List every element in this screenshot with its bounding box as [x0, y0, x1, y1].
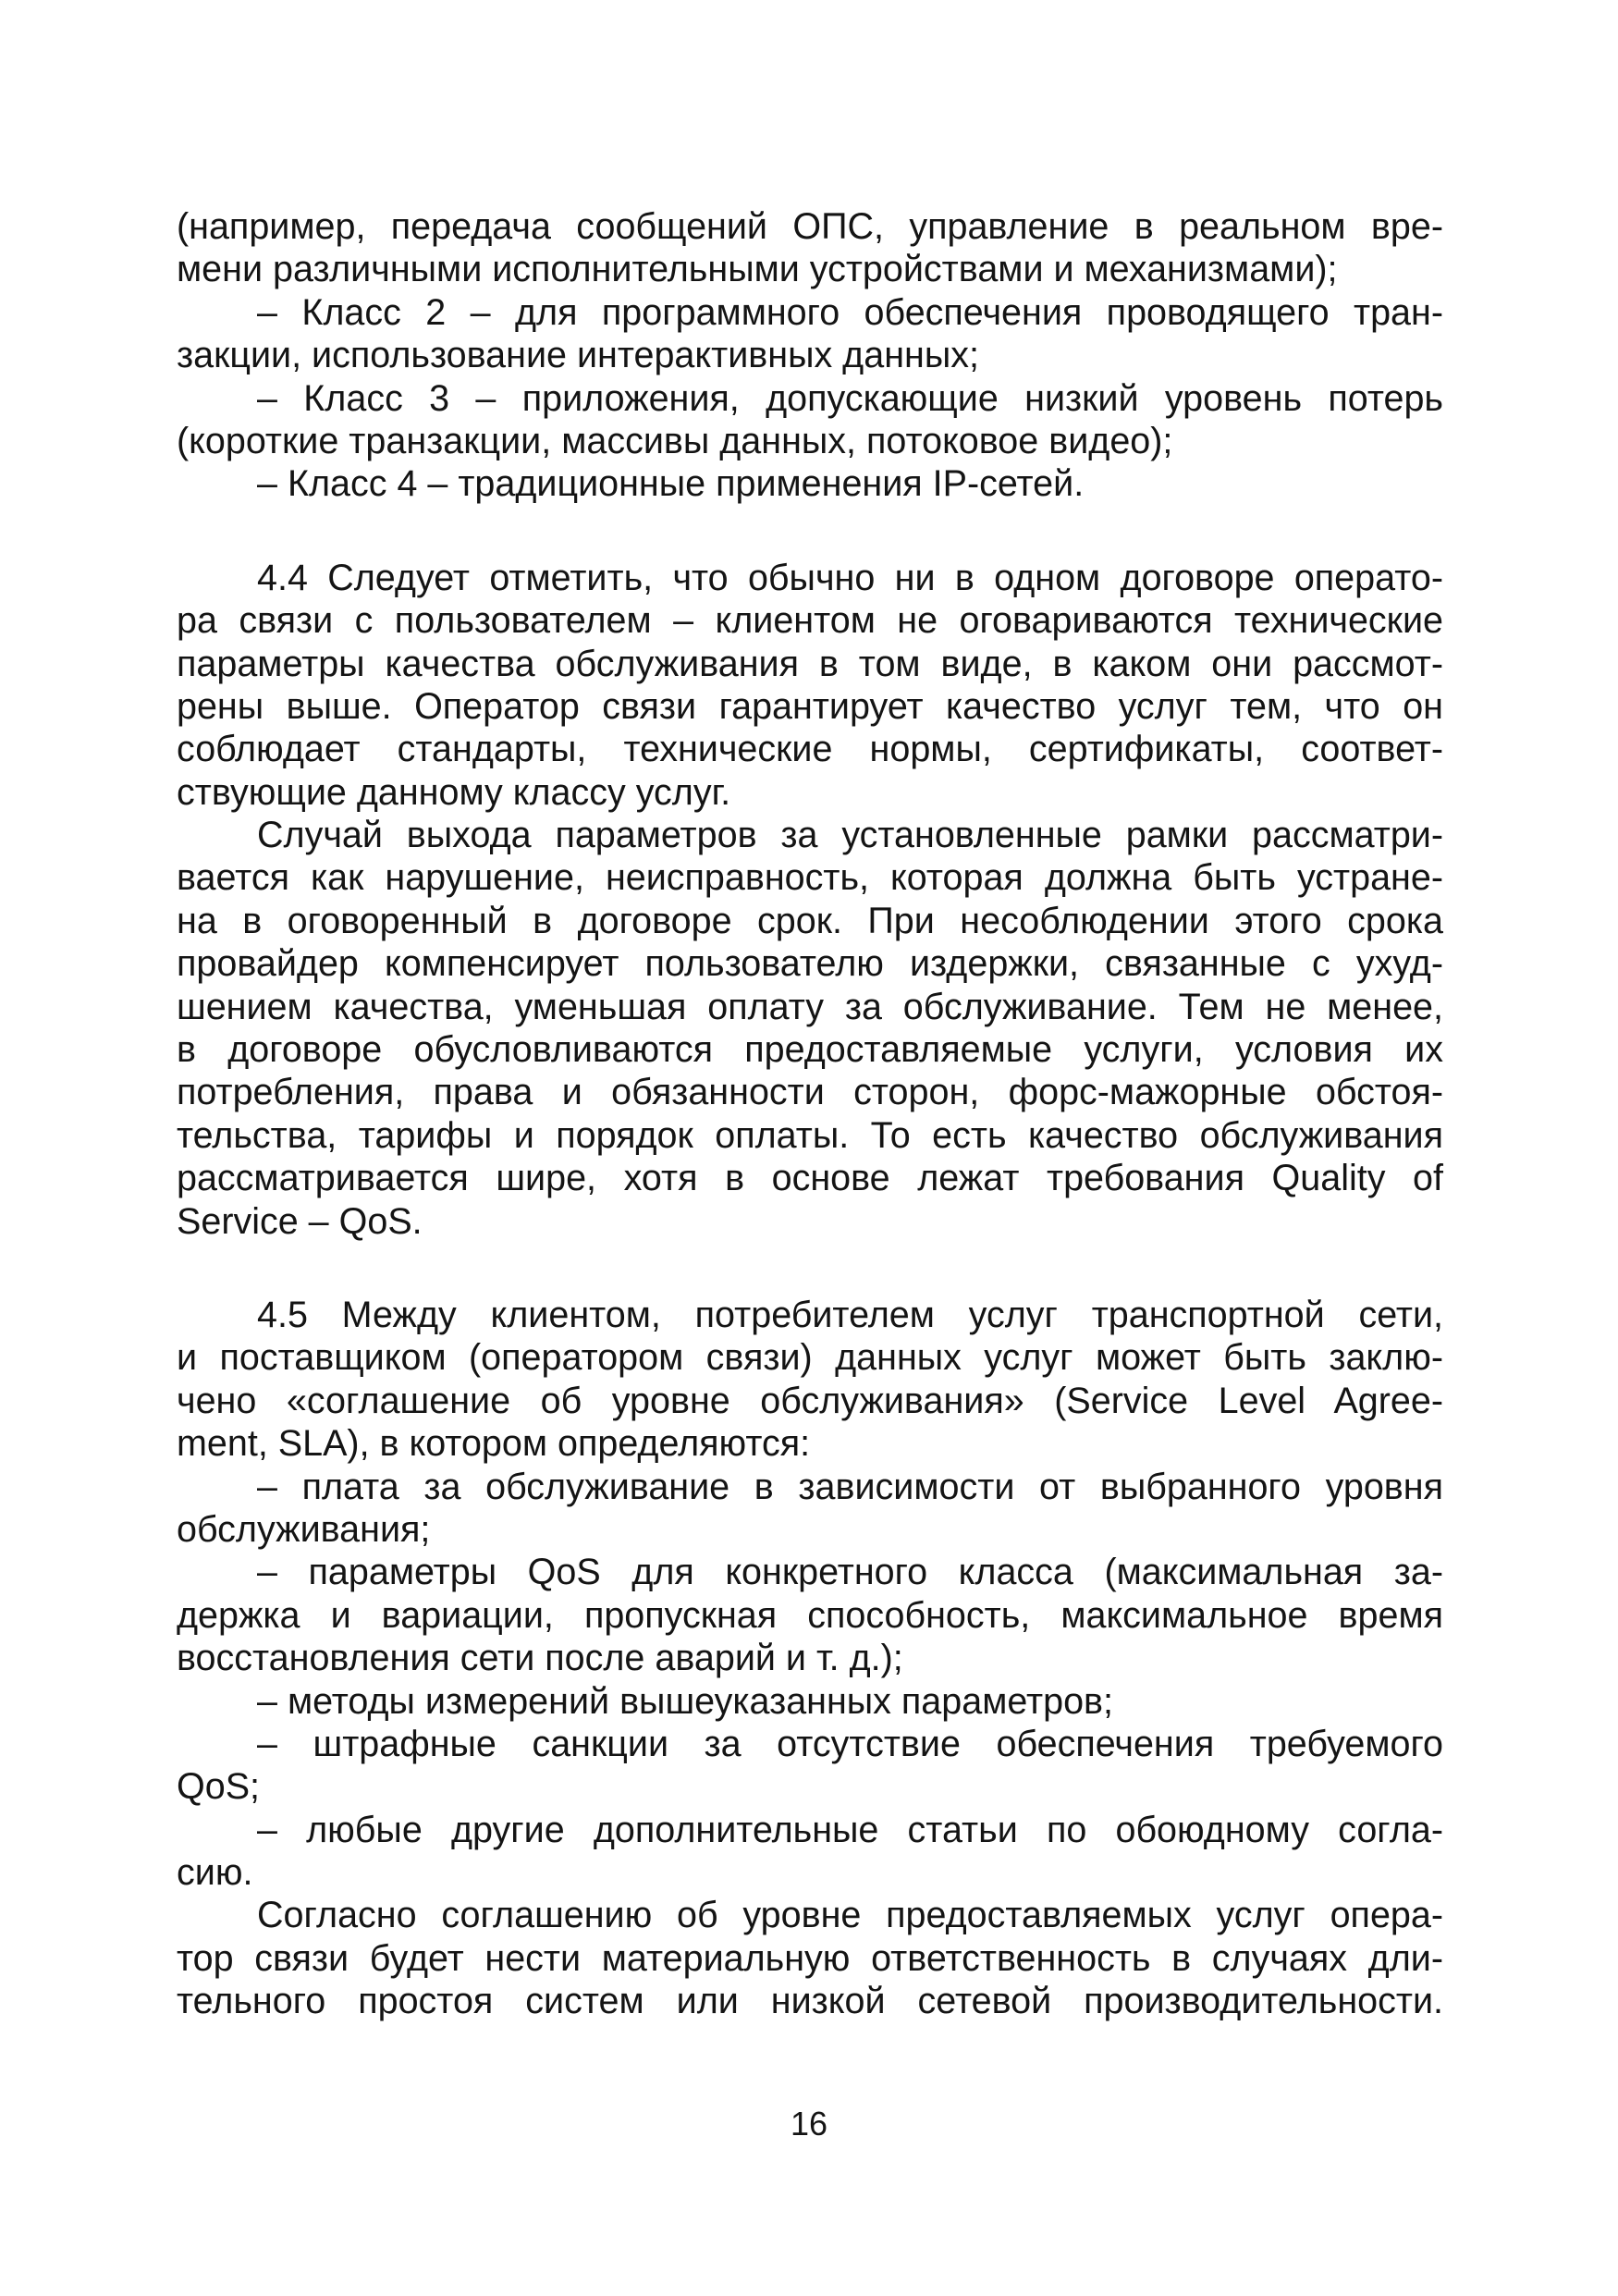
sla-list-item: – любые другие дополнительные статьи по обоюдному согла-	[257, 1809, 1443, 1850]
text-line: тор связи будет нести материальную ответственность в случаях дли-	[177, 1937, 1443, 1979]
list-item-class-2: – Класс 2 – для программного обеспечения проводящего тран-	[257, 291, 1443, 333]
paragraph-first-line: Случай выхода параметров за установленные рамки рассматри-	[257, 815, 1443, 856]
text-line: (например, передача сообщений ОПС, управление в реальном вре-	[177, 206, 1443, 247]
section-spacer	[177, 506, 1443, 557]
text-line: чено «соглашение об уровне обслуживания» (Service Level Agree-	[177, 1380, 1443, 1421]
text-line: сию.	[177, 1852, 253, 1894]
text-line: ствующие данному классу услуг.	[177, 771, 731, 813]
paragraph-first-line: Согласно соглашению об уровне предоставляемых услуг опера-	[257, 1895, 1443, 1936]
text-line: на в оговоренный в договоре срок. При несоблюдении этого срока	[177, 900, 1443, 941]
text-line: восстановления сети после аварий и т. д.);	[177, 1638, 903, 1679]
text-line: Service – QoS.	[177, 1200, 423, 1242]
list-item-class-4: – Класс 4 – традиционные применения IP-сетей.	[257, 463, 1085, 505]
page-number: 16	[790, 2105, 828, 2143]
text-line: шением качества, уменьшая оплату за обслуживание. Тем не менее,	[177, 986, 1443, 1027]
section-4-5-first-line: 4.5 Между клиентом, потребителем услуг транспортной сети,	[257, 1294, 1443, 1335]
text-line: потребления, права и обязанности сторон, форс-мажорные обстоя-	[177, 1072, 1443, 1113]
section-4-4	[177, 557, 1443, 1243]
document-page-body	[177, 205, 1443, 2023]
text-line: держка и вариации, пропускная способность, максимальное время	[177, 1594, 1443, 1636]
section-4-5	[177, 1294, 1443, 2023]
list-item-class-3: – Класс 3 – приложения, допускающие низкий уровень потерь	[257, 377, 1443, 419]
text-line: ра связи с пользователем – клиентом не оговариваются технические	[177, 600, 1443, 642]
text-line: ment, SLA), в котором определяются:	[177, 1423, 811, 1465]
text-line: в договоре обусловливаются предоставляемые услуги, условия их	[177, 1029, 1443, 1071]
text-line: вается как нарушение, неисправность, которая должна быть устране-	[177, 857, 1443, 899]
sla-list-item: – параметры QoS для конкретного класса (максимальная за-	[257, 1552, 1443, 1593]
section-spacer	[177, 1243, 1443, 1294]
text-line: мени различными исполнительными устройствами и механизмами);	[177, 249, 1338, 290]
qos-classes-list	[177, 205, 1443, 506]
text-line: (короткие транзакции, массивы данных, потоковое видео);	[177, 420, 1173, 461]
text-line: обслуживания;	[177, 1508, 431, 1550]
text-line: QoS;	[177, 1766, 261, 1808]
text-line: параметры качества обслуживания в том виде, в каком они рассмот-	[177, 643, 1443, 684]
sla-list-item: – плата за обслуживание в зависимости от выбранного уровня	[257, 1466, 1443, 1507]
text-line: рены выше. Оператор связи гарантирует качество услуг тем, что он	[177, 685, 1443, 727]
text-line: и поставщиком (оператором связи) данных услуг может быть заклю-	[177, 1337, 1443, 1379]
text-line: закции, использование интерактивных данных;	[177, 335, 979, 376]
text-line: рассматривается шире, хотя в основе лежат требования Quality of	[177, 1158, 1443, 1199]
text-line: провайдер компенсирует пользователю издержки, связанные с ухуд-	[177, 943, 1443, 985]
text-line: тельства, тарифы и порядок оплаты. То есть качество обслуживания	[177, 1114, 1443, 1156]
section-4-4-first-line: 4.4 Следует отметить, что обычно ни в одном договоре операто-	[257, 557, 1443, 598]
sla-list-item: – методы измерений вышеуказанных параметров;	[257, 1680, 1113, 1722]
text-line: соблюдает стандарты, технические нормы, сертификаты, соответ-	[177, 729, 1443, 770]
text-line: тельного простоя систем или низкой сетевой производительности.	[177, 1981, 1443, 2022]
sla-list-item: – штрафные санкции за отсутствие обеспечения требуемого	[257, 1723, 1443, 1764]
